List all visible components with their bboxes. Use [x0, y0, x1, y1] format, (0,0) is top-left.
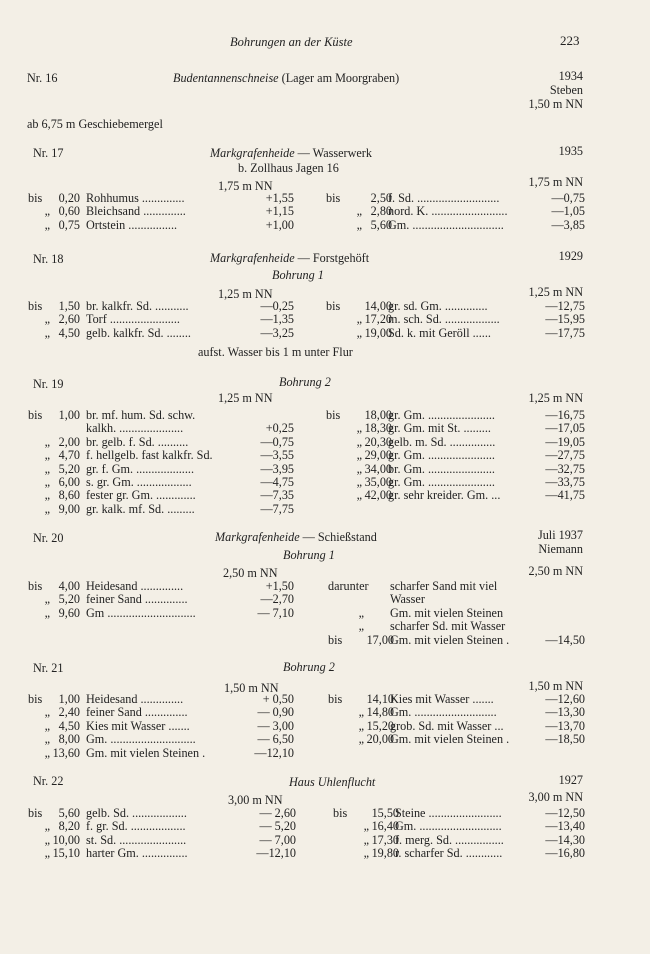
page-number: 223 — [560, 33, 580, 48]
section-year: 1934 — [558, 69, 583, 83]
row-description: Rohhumus .............. — [86, 191, 185, 205]
row-depth: 4,70 — [58, 448, 80, 463]
section-subtitle: Bohrung 2 — [283, 660, 335, 674]
row-depth: 16,40 — [371, 819, 399, 834]
elevation-right: 1,75 m NN — [528, 175, 583, 189]
section-title: Budentannenschneise (Lager am Moorgraben) — [173, 71, 400, 85]
row-prefix: „ — [44, 732, 50, 747]
row-prefix: „ — [44, 605, 50, 620]
row-value: —16,80 — [545, 846, 585, 861]
section-title-site: — Forstgehöft — [297, 251, 370, 265]
row-description: Gm. .............................. — [388, 217, 504, 232]
row-description: nord. K. ......................... — [388, 204, 508, 219]
row-prefix: „ — [358, 732, 364, 747]
row-prefix: bis — [326, 191, 341, 205]
row-description: s. gr. Gm. .................. — [86, 475, 192, 489]
row-value: —15,95 — [545, 312, 585, 327]
row-value: — 6,50 — [257, 732, 294, 747]
row-prefix: „ — [356, 448, 362, 463]
section-number: Nr. 18 — [33, 252, 64, 266]
row-description: br. mf. hum. Sd. schw. — [86, 408, 196, 422]
row-prefix: „ — [44, 475, 50, 489]
row-prefix: bis — [28, 408, 43, 422]
row-value: —3,55 — [260, 448, 294, 463]
row-value: —18,50 — [545, 732, 585, 747]
row-description: br. gelb. f. Sd. .......... — [86, 434, 189, 449]
row-prefix: „ — [44, 204, 50, 219]
row-value: — 7,00 — [259, 832, 296, 847]
section-number: Nr. 22 — [33, 774, 64, 788]
row-description: f. hellgelb. fast kalkfr. Sd. — [86, 448, 213, 463]
running-header-title: Bohrungen an der Küste — [230, 35, 353, 49]
row-description: gelb. m. Sd. ............... — [388, 434, 496, 449]
row-prefix: „ — [44, 501, 50, 516]
row-value: — 0,90 — [257, 705, 294, 720]
row-prefix: bis — [326, 408, 341, 422]
row-depth: 4,50 — [58, 718, 80, 733]
elevation-left: 2,50 m NN — [223, 566, 278, 580]
row-description: Gm. mit vielen Steinen . — [390, 632, 510, 647]
section-number: Nr. 16 — [27, 71, 58, 85]
row-depth: 4,00 — [58, 579, 80, 593]
row-description: gelb. kalkfr. Sd. ........ — [86, 325, 191, 340]
row-value: —17,05 — [545, 421, 585, 436]
section-elevation: 1,50 m NN — [528, 97, 583, 111]
row-depth: 1,50 — [58, 299, 80, 313]
row-description: Gm. ........................... — [395, 819, 502, 834]
row-description: Heidesand .............. — [86, 579, 184, 593]
row-prefix: „ — [363, 846, 369, 861]
row-value: —7,35 — [260, 488, 294, 503]
row-depth: 15,10 — [52, 846, 80, 861]
row-prefix: „ — [44, 461, 50, 476]
section-year: 1927 — [558, 773, 583, 787]
row-depth: 9,60 — [58, 605, 80, 620]
row-prefix: „ — [44, 592, 50, 607]
row-prefix: bis — [28, 191, 43, 205]
row-value: —2,70 — [260, 592, 294, 607]
row-description: Gm. ........................... — [390, 705, 497, 720]
row-depth: 6,00 — [58, 475, 80, 489]
row-description: gr. Gm. ...................... — [388, 408, 495, 422]
row-prefix: „ — [358, 605, 364, 620]
row-description: Steine ........................ — [395, 806, 502, 820]
row-prefix: „ — [356, 204, 362, 219]
row-value: —41,75 — [545, 488, 585, 503]
row-value: —12,10 — [256, 846, 296, 861]
row-depth: 15,50 — [371, 806, 399, 820]
row-depth: 20,00 — [366, 732, 394, 747]
row-description: f. gr. Sd. .................. — [86, 819, 186, 834]
row-value: —0,25 — [260, 299, 294, 313]
elevation-right: 3,00 m NN — [528, 790, 583, 804]
section-number: Nr. 19 — [33, 377, 64, 391]
row-depth: 0,75 — [58, 217, 80, 232]
section-subtitle: b. Zollhaus Jagen 16 — [238, 161, 339, 175]
row-value: —14,50 — [545, 632, 585, 647]
row-value: —12,10 — [254, 745, 294, 760]
row-prefix: „ — [44, 325, 50, 340]
row-depth: 20,30 — [364, 434, 392, 449]
row-depth: 35,00 — [364, 475, 392, 489]
row-description: m. sch. Sd. .................. — [388, 312, 500, 327]
row-description: Gm ............................. — [86, 605, 196, 620]
row-description: Sd. k. mit Geröll ...... — [388, 325, 491, 340]
row-depth: 17,00 — [366, 632, 394, 647]
row-prefix: bis — [326, 299, 341, 313]
row-prefix: „ — [44, 846, 50, 861]
row-description: Gm. ............................ — [86, 732, 196, 747]
row-depth: 2,00 — [58, 434, 80, 449]
row-description: gr. sd. Gm. .............. — [388, 299, 488, 313]
row-description: gr. Gm. mit St. ......... — [388, 421, 491, 436]
row-description: Gm. mit vielen Steinen — [390, 605, 504, 620]
row-prefix: „ — [356, 434, 362, 449]
row-depth: 19,00 — [364, 325, 392, 340]
section-title — [289, 775, 375, 789]
row-description: Bleichsand .............. — [86, 204, 186, 219]
row-depth: 5,60 — [370, 217, 392, 232]
row-prefix: bis — [28, 806, 43, 820]
elevation-right: 1,50 m NN — [528, 679, 583, 693]
row-depth: 9,00 — [58, 501, 80, 516]
row-value: —14,30 — [545, 832, 585, 847]
row-prefix: „ — [44, 217, 50, 232]
row-depth: 18,00 — [364, 408, 392, 422]
row-prefix: „ — [44, 434, 50, 449]
row-value: + 0,50 — [262, 692, 294, 706]
row-depth: 2,40 — [58, 705, 80, 720]
row-depth: 2,60 — [58, 312, 80, 327]
row-description: Gm. mit vielen Steinen . — [86, 745, 206, 760]
section-number: Nr. 17 — [33, 146, 64, 160]
row-description: r. scharfer Sd. ............ — [395, 846, 503, 861]
section-surveyor: Niemann — [538, 542, 583, 556]
row-prefix: „ — [356, 421, 362, 436]
row-description: Kies mit Wasser ....... — [86, 718, 190, 733]
row-value: —12,60 — [545, 692, 585, 706]
section-year: 1935 — [558, 144, 583, 158]
row-value: —27,75 — [545, 448, 585, 463]
section-year: 1929 — [558, 249, 583, 263]
row-description: gr. f. Gm. ................... — [86, 461, 194, 476]
row-value: — 2,60 — [259, 806, 296, 820]
row-description: f. merg. Sd. ................ — [395, 832, 504, 847]
row-description: gr. Gm. ...................... — [388, 448, 495, 463]
row-depth: 4,50 — [58, 325, 80, 340]
row-value: —13,70 — [545, 718, 585, 733]
section-title-place: Markgrafenheide — [215, 530, 300, 544]
section-surveyor: Steben — [549, 83, 583, 97]
row-value: —33,75 — [545, 475, 585, 489]
row-prefix: „ — [44, 312, 50, 327]
section-title — [210, 146, 372, 160]
elevation-left: 1,50 m NN — [224, 681, 279, 695]
row-depth: 5,20 — [58, 461, 80, 476]
row-value: — 3,00 — [257, 718, 294, 733]
row-description: scharfer Sand mit viel — [390, 579, 498, 593]
row-depth: 14,80 — [366, 705, 394, 720]
row-value: —4,75 — [260, 475, 294, 489]
row-value: —17,75 — [545, 325, 585, 340]
section-title-site: — Schießstand — [302, 530, 377, 544]
row-prefix: „ — [44, 832, 50, 847]
elevation-right: 2,50 m NN — [528, 564, 583, 578]
row-depth: 2,80 — [370, 204, 392, 219]
row-depth: 5,60 — [58, 806, 80, 820]
elevation-right: 1,25 m NN — [528, 285, 583, 299]
section-subtitle: Bohrung 1 — [283, 548, 335, 562]
row-value: —16,75 — [545, 408, 585, 422]
row-description: feiner Sand .............. — [86, 705, 188, 720]
section-title — [215, 530, 377, 544]
row-value: —0,75 — [260, 434, 294, 449]
section-title — [210, 251, 369, 265]
row-depth: 29,00 — [364, 448, 392, 463]
row-description: Wasser — [390, 592, 425, 607]
section-title-place: Markgrafenheide — [210, 146, 295, 160]
row-prefix: „ — [44, 448, 50, 463]
row-prefix: bis — [328, 632, 343, 647]
row-prefix: darunter — [328, 579, 369, 593]
row-prefix: „ — [356, 475, 362, 489]
row-value: +1,00 — [265, 217, 294, 232]
row-prefix: „ — [44, 718, 50, 733]
row-description: kalkh. ..................... — [86, 421, 184, 436]
row-prefix: „ — [44, 745, 50, 760]
section-number: Nr. 21 — [33, 661, 64, 675]
row-prefix: bis — [28, 299, 43, 313]
row-value: +1,55 — [265, 191, 294, 205]
row-prefix: bis — [328, 692, 343, 706]
row-description: st. Sd. ...................... — [86, 832, 187, 847]
row-description: Gm. mit vielen Steinen . — [390, 732, 510, 747]
row-description: harter Gm. ............... — [86, 846, 188, 861]
row-prefix: „ — [356, 325, 362, 340]
row-prefix: „ — [363, 819, 369, 834]
row-value: +0,25 — [265, 421, 294, 436]
row-depth: 19,80 — [371, 846, 399, 861]
row-value: —1,05 — [551, 204, 585, 219]
row-description: fester gr. Gm. ............. — [86, 488, 196, 503]
section-title-place: Markgrafenheide — [210, 251, 295, 265]
row-prefix: „ — [356, 461, 362, 476]
row-value: —12,50 — [545, 806, 585, 820]
row-value: +1,15 — [265, 204, 294, 219]
row-prefix: „ — [44, 819, 50, 834]
row-description: Ortstein ................ — [86, 217, 178, 232]
row-value: —3,85 — [551, 217, 585, 232]
row-description: Torf ....................... — [86, 312, 180, 327]
row-depth: 0,20 — [58, 191, 80, 205]
row-description: f. Sd. ........................... — [388, 191, 500, 205]
row-description: br. Gm. ...................... — [388, 461, 495, 476]
row-value: — 5,20 — [259, 819, 296, 834]
row-value: — 7,10 — [257, 605, 294, 620]
row-description: Kies mit Wasser ....... — [390, 692, 494, 706]
row-prefix: „ — [358, 619, 364, 634]
row-description: br. kalkfr. Sd. ........... — [86, 299, 189, 313]
row-prefix: bis — [333, 806, 348, 820]
row-prefix: bis — [28, 692, 43, 706]
section-subtitle: Bohrung 1 — [272, 268, 324, 282]
row-description: Heidesand .............. — [86, 692, 184, 706]
row-value: —0,75 — [551, 191, 585, 205]
elevation-left: 1,75 m NN — [218, 179, 273, 193]
section-number: Nr. 20 — [33, 531, 64, 545]
row-value: —1,35 — [260, 312, 294, 327]
row-depth: 0,60 — [58, 204, 80, 219]
row-prefix: bis — [28, 579, 43, 593]
section-note: aufst. Wasser bis 1 m unter Flur — [198, 345, 353, 359]
row-depth: 14,10 — [366, 692, 394, 706]
row-prefix: „ — [358, 705, 364, 720]
row-depth: 18,30 — [364, 421, 392, 436]
row-depth: 14,00 — [364, 299, 392, 313]
row-depth: 1,00 — [58, 692, 80, 706]
elevation-left: 1,25 m NN — [218, 391, 273, 405]
row-depth: 34,00 — [364, 461, 392, 476]
row-depth: 10,00 — [52, 832, 80, 847]
section-subtitle: Bohrung 2 — [279, 375, 331, 389]
row-depth: 17,20 — [364, 312, 392, 327]
row-depth: 17,30 — [371, 832, 399, 847]
row-value: —12,75 — [545, 299, 585, 313]
row-prefix: „ — [358, 718, 364, 733]
section-year: Juli 1937 — [537, 528, 583, 542]
row-prefix: „ — [44, 705, 50, 720]
row-prefix: „ — [356, 312, 362, 327]
row-depth: 42,00 — [364, 488, 392, 503]
row-value: —32,75 — [545, 461, 585, 476]
row-prefix: „ — [363, 832, 369, 847]
row-description: gelb. Sd. .................. — [86, 806, 187, 820]
section-title-site: — Wasserwerk — [297, 146, 372, 160]
row-value: —19,05 — [545, 434, 585, 449]
row-description: scharfer Sd. mit Wasser — [390, 619, 506, 634]
row-description: gr. sehr kreider. Gm. ... — [388, 488, 501, 503]
row-depth: 8,00 — [58, 732, 80, 747]
row-depth: 8,60 — [58, 488, 80, 503]
row-value: —13,40 — [545, 819, 585, 834]
row-value: —13,30 — [545, 705, 585, 720]
elevation-right: 1,25 m NN — [528, 391, 583, 405]
row-depth: 13,60 — [52, 745, 80, 760]
row-value: +1,50 — [265, 579, 294, 593]
row-depth: 5,20 — [58, 592, 80, 607]
elevation-left: 1,25 m NN — [218, 287, 273, 301]
section-title-place: Haus Uhlenflucht — [289, 775, 376, 789]
row-prefix: „ — [44, 488, 50, 503]
row-value: —7,75 — [260, 501, 294, 516]
section-note: ab 6,75 m Geschiebemergel — [27, 117, 163, 131]
row-prefix: „ — [356, 488, 362, 503]
row-value: —3,25 — [260, 325, 294, 340]
row-value: —3,95 — [260, 461, 294, 476]
row-depth: 1,00 — [58, 408, 80, 422]
row-description: gr. kalk. mf. Sd. ......... — [86, 501, 195, 516]
row-depth: 8,20 — [58, 819, 80, 834]
elevation-left: 3,00 m NN — [228, 793, 283, 807]
row-description: feiner Sand .............. — [86, 592, 188, 607]
row-prefix: „ — [356, 217, 362, 232]
row-description: gr. Gm. ...................... — [388, 475, 495, 489]
row-depth: 2,50 — [370, 191, 392, 205]
row-depth: 15,20 — [366, 718, 394, 733]
row-description: grob. Sd. mit Wasser ... — [390, 718, 504, 733]
